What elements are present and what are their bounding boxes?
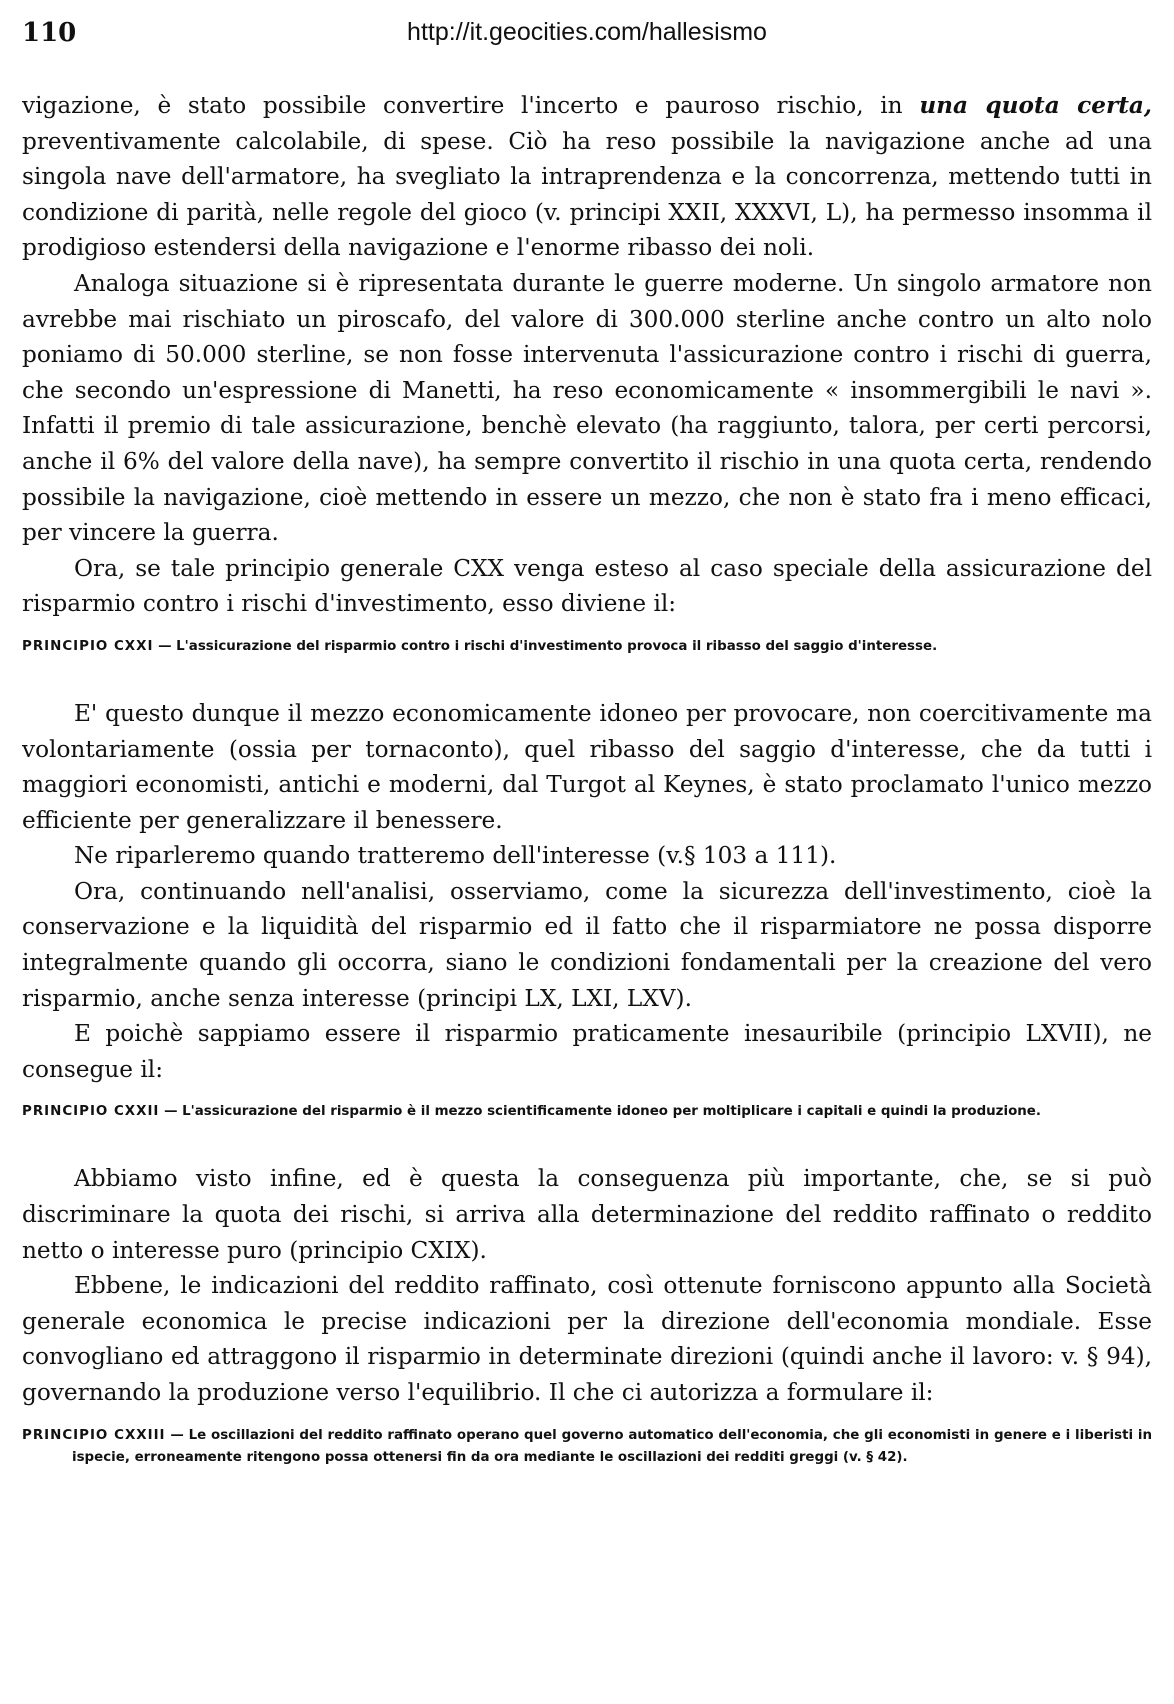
body-text [22,88,1152,1469]
paragraph: Analoga situazione si è ripresentata durante le guerre moderne. Un singolo armatore non avrebbe mai rischiato un piroscafo, del valore di 300.000 sterline anche contro un alto nolo poniamo di 50.000 sterline, se non fosse intervenuta l'assicurazione contro i rischi di guerra, che secondo un'espressione di Manetti, ha reso economicamente « insommergibili le navi ». Infatti il premio di tale assicurazione, benchè elevato (ha raggiunto, talora, per certi percorsi, anche il 6% del valore della nave), ha sempre convertito il rischio in una quota certa, rendendo possibile la navigazione, cioè mettendo in essere un mezzo, che non è stato fra i meno efficaci, per vincere la guerra. [22,269,1152,547]
paragraph-continuation [22,88,1152,266]
principle-label: PRINCIPIO CXXIII [22,1427,166,1443]
paragraph: E' questo dunque il mezzo economicamente idoneo per provocare, non coercitivamente ma volontariamente (ossia per tornaconto), quel ribasso del saggio d'interesse, che da tutti i maggiori economisti, antichi e moderni, dal Turgot al Keynes, è stato proclamato l'unico mezzo efficiente per generalizzare il benessere. [22,699,1152,834]
principle-label: PRINCIPIO CXXII [22,1104,160,1120]
paragraph: Ora, continuando nell'analisi, osserviamo, come la sicurezza dell'investimento, cioè la conservazione e la liquidità del risparmio ed il fatto che il risparmiatore ne possa disporre integralmente quando gli occorra, siano le condizioni fondamentali per la creazione del vero risparmio, anche senza interesse (principi LX, LXI, LXV). [22,877,1152,1012]
principle-statement [22,1101,1152,1123]
paragraph: Abbiamo visto infine, ed è questa la conseguenza più importante, che, se si può discriminare la quota dei rischi, si arriva alla determinazione del reddito raffinato o reddito netto o interesse puro (principio CXIX). [22,1165,1152,1264]
paragraph: Ne riparleremo quando tratteremo dell'interesse (v.§ 103 a 111). [74,842,837,870]
paragraph: E poichè sappiamo essere il risparmio praticamente inesauribile (principio LXVII), ne consegue il: [22,1020,1152,1083]
principle-statement [22,636,1152,658]
paragraph-text: vigazione, è stato possibile convertire l'incerto e pauroso rischio, in [22,92,920,119]
emphasis-text: una quota certa, [919,92,1152,119]
principle-text: — L'assicurazione del risparmio contro i rischi d'investimento provoca il ribasso del saggio d'interesse. [153,638,938,654]
principle-text: — Le oscillazioni del reddito raffinato operano quel governo automatico dell'economia, che gli economisti in genere e i liberisti in ispecie, erroneamente ritengono possa ottenersi fin da ora mediante le oscillazioni dei redditi greggi (v. § 42). [72,1427,1152,1465]
paragraph-text: preventivamente calcolabile, di spese. Ciò ha reso possibile la navigazione anche ad una singola nave dell'armatore, ha svegliato la intraprendenza e la concorrenza, mettendo tutti in condizione di parità, nelle regole del gioco (v. principi XXII, XXXVI, L), ha permesso insomma il prodigioso estendersi della navigazione e l'enorme ribasso dei noli. [22,127,1152,262]
page-number: 110 [22,18,77,48]
principle-label: PRINCIPIO CXXI [22,638,154,654]
principle-statement [22,1425,1152,1469]
source-url: http://it.geocities.com/hallesismo [407,18,767,46]
principle-text: — L'assicurazione del risparmio è il mezzo scientificamente idoneo per moltiplicare i capitali e quindi la produzione. [159,1104,1041,1120]
paragraph: Ebbene, le indicazioni del reddito raffinato, così ottenute forniscono appunto alla Società generale economica le precise indicazioni per la direzione dell'economia mondiale. Esse convogliano ed attraggono il risparmio in determinate direzioni (quindi anche il lavoro: v. § 94), governando la produzione verso l'equilibrio. Il che ci autorizza a formulare il: [22,1272,1152,1406]
paragraph: Ora, se tale principio generale CXX venga esteso al caso speciale della assicurazione del risparmio contro i rischi d'investimento, esso diviene il: [22,554,1152,618]
